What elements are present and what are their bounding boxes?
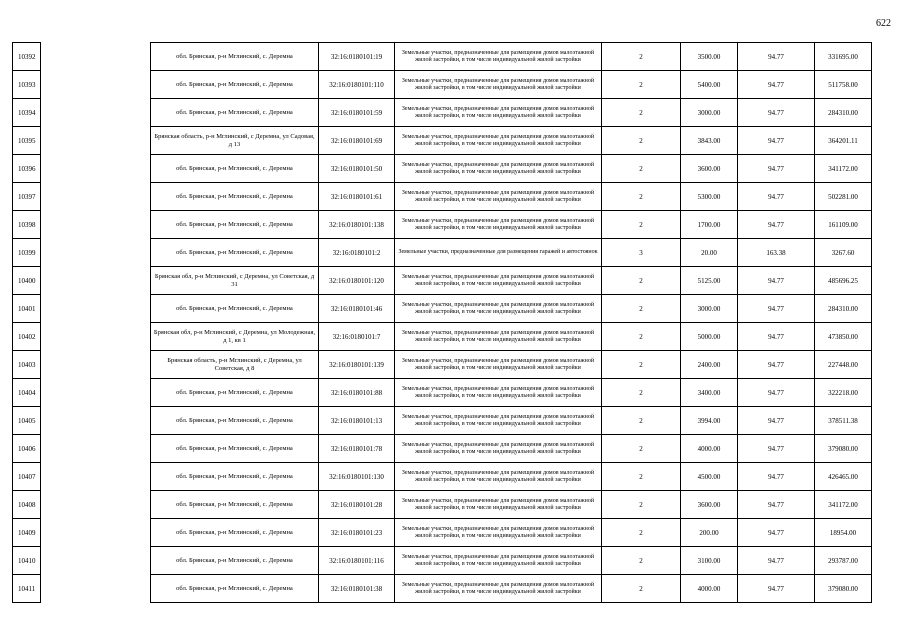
land-use-cell: Земельные участки, предназначенные для размещения домов малоэтажной жилой застройки, в том числе индивидуальной жилой застройки	[395, 491, 602, 519]
area-cell: 3500.00	[681, 43, 738, 71]
table-row	[13, 183, 872, 211]
rate-cell: 94.77	[738, 295, 815, 323]
land-use-cell: Земельные участки, предназначенные для размещения домов малоэтажной жилой застройки, в том числе индивидуальной жилой застройки	[395, 547, 602, 575]
spacer-cell	[41, 379, 151, 407]
land-use-cell: Земельные участки, предназначенные для размещения домов малоэтажной жилой застройки, в том числе индивидуальной жилой застройки	[395, 379, 602, 407]
cadastral-value-cell: 511758.00	[815, 71, 872, 99]
area-cell: 200.00	[681, 519, 738, 547]
land-use-cell: Земельные участки, предназначенные для размещения гаражей и автостоянок	[395, 239, 602, 267]
cadastral-value-cell: 378511.38	[815, 407, 872, 435]
spacer-cell	[41, 407, 151, 435]
cadastral-value-cell: 284310.00	[815, 99, 872, 127]
row-number-cell: 10396	[13, 155, 41, 183]
cadastral-number-cell: 32:16:0180101:78	[319, 435, 395, 463]
row-number-cell: 10403	[13, 351, 41, 379]
cadastral-value-cell: 379080.00	[815, 435, 872, 463]
row-number-cell: 10405	[13, 407, 41, 435]
row-number-cell: 10401	[13, 295, 41, 323]
cadastral-value-cell: 426465.00	[815, 463, 872, 491]
spacer-cell	[41, 155, 151, 183]
land-use-cell: Земельные участки, предназначенные для размещения домов малоэтажной жилой застройки, в том числе индивидуальной жилой застройки	[395, 295, 602, 323]
cadastral-number-cell: 32:16:0180101:69	[319, 127, 395, 155]
area-cell: 1700.00	[681, 211, 738, 239]
table-body	[13, 43, 872, 603]
table-row	[13, 211, 872, 239]
address-cell: обл. Брянская, р-н Мглинский, с. Деремна	[151, 463, 319, 491]
cadastral-number-cell: 32:16:0180101:130	[319, 463, 395, 491]
cadastral-value-cell: 473850.00	[815, 323, 872, 351]
area-cell: 4500.00	[681, 463, 738, 491]
spacer-cell	[41, 575, 151, 603]
row-number-cell: 10409	[13, 519, 41, 547]
land-use-cell: Земельные участки, предназначенные для размещения домов малоэтажной жилой застройки, в том числе индивидуальной жилой застройки	[395, 71, 602, 99]
land-use-cell: Земельные участки, предназначенные для размещения домов малоэтажной жилой застройки, в том числе индивидуальной жилой застройки	[395, 435, 602, 463]
rate-cell: 94.77	[738, 99, 815, 127]
address-cell: обл. Брянская, р-н Мглинский, с. Деремна	[151, 491, 319, 519]
group-cell: 2	[602, 323, 681, 351]
table-row	[13, 435, 872, 463]
group-cell: 2	[602, 71, 681, 99]
cadastral-number-cell: 32:16:0180101:23	[319, 519, 395, 547]
row-number-cell: 10392	[13, 43, 41, 71]
table-row	[13, 407, 872, 435]
row-number-cell: 10404	[13, 379, 41, 407]
table-row	[13, 155, 872, 183]
group-cell: 2	[602, 547, 681, 575]
address-cell: обл. Брянская, р-н Мглинский, с. Деремна	[151, 155, 319, 183]
spacer-cell	[41, 267, 151, 295]
group-cell: 3	[602, 239, 681, 267]
address-cell: обл. Брянская, р-н Мглинский, с. Деремна	[151, 211, 319, 239]
cadastral-value-cell: 284310.00	[815, 295, 872, 323]
spacer-cell	[41, 99, 151, 127]
cadastral-value-cell: 364201.11	[815, 127, 872, 155]
table-row	[13, 43, 872, 71]
row-number-cell: 10394	[13, 99, 41, 127]
rate-cell: 94.77	[738, 267, 815, 295]
rate-cell: 94.77	[738, 575, 815, 603]
spacer-cell	[41, 435, 151, 463]
area-cell: 5000.00	[681, 323, 738, 351]
spacer-cell	[41, 43, 151, 71]
land-use-cell: Земельные участки, предназначенные для размещения домов малоэтажной жилой застройки, в том числе индивидуальной жилой застройки	[395, 575, 602, 603]
cadastral-number-cell: 32:16:0180101:50	[319, 155, 395, 183]
table-row	[13, 491, 872, 519]
cadastral-number-cell: 32:16:0180101:59	[319, 99, 395, 127]
land-use-cell: Земельные участки, предназначенные для размещения домов малоэтажной жилой застройки, в том числе индивидуальной жилой застройки	[395, 211, 602, 239]
cadastral-number-cell: 32:16:0180101:46	[319, 295, 395, 323]
page-number: 622	[876, 18, 891, 29]
cadastral-value-cell: 3267.60	[815, 239, 872, 267]
group-cell: 2	[602, 519, 681, 547]
rate-cell: 94.77	[738, 407, 815, 435]
cadastral-value-cell: 293787.00	[815, 547, 872, 575]
spacer-cell	[41, 323, 151, 351]
spacer-cell	[41, 71, 151, 99]
spacer-cell	[41, 295, 151, 323]
area-cell: 5125.00	[681, 267, 738, 295]
area-cell: 3000.00	[681, 99, 738, 127]
table-row	[13, 99, 872, 127]
area-cell: 3400.00	[681, 379, 738, 407]
cadastral-value-cell: 485696.25	[815, 267, 872, 295]
group-cell: 2	[602, 575, 681, 603]
rate-cell: 94.77	[738, 547, 815, 575]
cadastral-value-cell: 379080.00	[815, 575, 872, 603]
cadastral-value-cell: 161109.00	[815, 211, 872, 239]
rate-cell: 94.77	[738, 351, 815, 379]
address-cell: Брянская область, р-н Мглинский, с Деремна, ул Советская, д 8	[151, 351, 319, 379]
cadastral-number-cell: 32:16:0180101:13	[319, 407, 395, 435]
rate-cell: 94.77	[738, 323, 815, 351]
area-cell: 5400.00	[681, 71, 738, 99]
cadastral-value-cell: 341172.00	[815, 155, 872, 183]
table-row	[13, 351, 872, 379]
row-number-cell: 10406	[13, 435, 41, 463]
table-row	[13, 379, 872, 407]
cadastral-number-cell: 32:16:0180101:38	[319, 575, 395, 603]
row-number-cell: 10402	[13, 323, 41, 351]
address-cell: обл. Брянская, р-н Мглинский, с. Деремна	[151, 99, 319, 127]
cadastral-number-cell: 32:16:0180101:120	[319, 267, 395, 295]
area-cell: 3994.00	[681, 407, 738, 435]
row-number-cell: 10395	[13, 127, 41, 155]
cadastral-value-cell: 322218.00	[815, 379, 872, 407]
address-cell: обл. Брянская, р-н Мглинский, с. Деремна	[151, 407, 319, 435]
cadastral-number-cell: 32:16:0180101:88	[319, 379, 395, 407]
spacer-cell	[41, 491, 151, 519]
area-cell: 3000.00	[681, 295, 738, 323]
address-cell: обл. Брянская, р-н Мглинский, с. Деремна	[151, 183, 319, 211]
address-cell: обл. Брянская, р-н Мглинский, с. Деремна	[151, 295, 319, 323]
cadastral-value-cell: 227448.00	[815, 351, 872, 379]
table-row	[13, 71, 872, 99]
group-cell: 2	[602, 43, 681, 71]
group-cell: 2	[602, 127, 681, 155]
cadastral-value-table	[12, 42, 872, 603]
area-cell: 2400.00	[681, 351, 738, 379]
cadastral-number-cell: 32:16:0180101:116	[319, 547, 395, 575]
cadastral-number-cell: 32:16:0180101:7	[319, 323, 395, 351]
row-number-cell: 10407	[13, 463, 41, 491]
address-cell: Брянская обл, р-н Мглинский, с Деремна, ул Советская, д 31	[151, 267, 319, 295]
area-cell: 3600.00	[681, 155, 738, 183]
land-use-cell: Земельные участки, предназначенные для размещения домов малоэтажной жилой застройки, в том числе индивидуальной жилой застройки	[395, 463, 602, 491]
address-cell: Брянская область, р-н Мглинский, с Деремна, ул Садовая, д 13	[151, 127, 319, 155]
group-cell: 2	[602, 155, 681, 183]
rate-cell: 94.77	[738, 43, 815, 71]
cadastral-value-cell: 18954.00	[815, 519, 872, 547]
group-cell: 2	[602, 295, 681, 323]
land-use-cell: Земельные участки, предназначенные для размещения домов малоэтажной жилой застройки, в том числе индивидуальной жилой застройки	[395, 323, 602, 351]
land-use-cell: Земельные участки, предназначенные для размещения домов малоэтажной жилой застройки, в том числе индивидуальной жилой застройки	[395, 155, 602, 183]
cadastral-number-cell: 32:16:0180101:28	[319, 491, 395, 519]
row-number-cell: 10393	[13, 71, 41, 99]
rate-cell: 94.77	[738, 183, 815, 211]
area-cell: 3843.00	[681, 127, 738, 155]
address-cell: обл. Брянская, р-н Мглинский, с. Деремна	[151, 239, 319, 267]
address-cell: обл. Брянская, р-н Мглинский, с. Деремна	[151, 435, 319, 463]
area-cell: 5300.00	[681, 183, 738, 211]
rate-cell: 94.77	[738, 127, 815, 155]
address-cell: обл. Брянская, р-н Мглинский, с. Деремна	[151, 43, 319, 71]
spacer-cell	[41, 127, 151, 155]
rate-cell: 94.77	[738, 519, 815, 547]
group-cell: 2	[602, 211, 681, 239]
table-row	[13, 323, 872, 351]
rate-cell: 94.77	[738, 435, 815, 463]
group-cell: 2	[602, 183, 681, 211]
land-use-cell: Земельные участки, предназначенные для размещения домов малоэтажной жилой застройки, в том числе индивидуальной жилой застройки	[395, 351, 602, 379]
rate-cell: 94.77	[738, 71, 815, 99]
land-use-cell: Земельные участки, предназначенные для размещения домов малоэтажной жилой застройки, в том числе индивидуальной жилой застройки	[395, 183, 602, 211]
table-row	[13, 239, 872, 267]
land-use-cell: Земельные участки, предназначенные для размещения домов малоэтажной жилой застройки, в том числе индивидуальной жилой застройки	[395, 407, 602, 435]
area-cell: 3600.00	[681, 491, 738, 519]
address-cell: обл. Брянская, р-н Мглинский, с. Деремна	[151, 379, 319, 407]
table-row	[13, 295, 872, 323]
address-cell: Брянская обл, р-н Мглинский, с Деремна, ул Молодежная, д 1, кв 1	[151, 323, 319, 351]
table-row	[13, 463, 872, 491]
rate-cell: 94.77	[738, 211, 815, 239]
cadastral-value-cell: 341172.00	[815, 491, 872, 519]
area-cell: 3100.00	[681, 547, 738, 575]
row-number-cell: 10397	[13, 183, 41, 211]
row-number-cell: 10400	[13, 267, 41, 295]
group-cell: 2	[602, 463, 681, 491]
group-cell: 2	[602, 435, 681, 463]
rate-cell: 94.77	[738, 155, 815, 183]
rate-cell: 94.77	[738, 379, 815, 407]
land-use-cell: Земельные участки, предназначенные для размещения домов малоэтажной жилой застройки, в том числе индивидуальной жилой застройки	[395, 519, 602, 547]
group-cell: 2	[602, 491, 681, 519]
land-use-cell: Земельные участки, предназначенные для размещения домов малоэтажной жилой застройки, в том числе индивидуальной жилой застройки	[395, 43, 602, 71]
cadastral-number-cell: 32:16:0180101:2	[319, 239, 395, 267]
row-number-cell: 10411	[13, 575, 41, 603]
cadastral-value-cell: 502281.00	[815, 183, 872, 211]
group-cell: 2	[602, 407, 681, 435]
spacer-cell	[41, 183, 151, 211]
spacer-cell	[41, 351, 151, 379]
spacer-cell	[41, 211, 151, 239]
cadastral-number-cell: 32:16:0180101:110	[319, 71, 395, 99]
address-cell: обл. Брянская, р-н Мглинский, с. Деремна	[151, 575, 319, 603]
row-number-cell: 10410	[13, 547, 41, 575]
table-row	[13, 519, 872, 547]
rate-cell: 94.77	[738, 491, 815, 519]
row-number-cell: 10399	[13, 239, 41, 267]
cadastral-number-cell: 32:16:0180101:19	[319, 43, 395, 71]
table-row	[13, 267, 872, 295]
group-cell: 2	[602, 99, 681, 127]
spacer-cell	[41, 519, 151, 547]
rate-cell: 163.38	[738, 239, 815, 267]
cadastral-value-cell: 331695.00	[815, 43, 872, 71]
area-cell: 4000.00	[681, 435, 738, 463]
group-cell: 2	[602, 351, 681, 379]
group-cell: 2	[602, 267, 681, 295]
cadastral-number-cell: 32:16:0180101:138	[319, 211, 395, 239]
cadastral-number-cell: 32:16:0180101:61	[319, 183, 395, 211]
spacer-cell	[41, 239, 151, 267]
rate-cell: 94.77	[738, 463, 815, 491]
table-row	[13, 547, 872, 575]
land-use-cell: Земельные участки, предназначенные для размещения домов малоэтажной жилой застройки, в том числе индивидуальной жилой застройки	[395, 127, 602, 155]
area-cell: 20.00	[681, 239, 738, 267]
land-use-cell: Земельные участки, предназначенные для размещения домов малоэтажной жилой застройки, в том числе индивидуальной жилой застройки	[395, 99, 602, 127]
cadastral-number-cell: 32:16:0180101:139	[319, 351, 395, 379]
address-cell: обл. Брянская, р-н Мглинский, с. Деремна	[151, 547, 319, 575]
address-cell: обл. Брянская, р-н Мглинский, с. Деремна	[151, 519, 319, 547]
table-row	[13, 575, 872, 603]
spacer-cell	[41, 463, 151, 491]
row-number-cell: 10408	[13, 491, 41, 519]
group-cell: 2	[602, 379, 681, 407]
area-cell: 4000.00	[681, 575, 738, 603]
row-number-cell: 10398	[13, 211, 41, 239]
address-cell: обл. Брянская, р-н Мглинский, с. Деремна	[151, 71, 319, 99]
spacer-cell	[41, 547, 151, 575]
land-use-cell: Земельные участки, предназначенные для размещения домов малоэтажной жилой застройки, в том числе индивидуальной жилой застройки	[395, 267, 602, 295]
table-row	[13, 127, 872, 155]
